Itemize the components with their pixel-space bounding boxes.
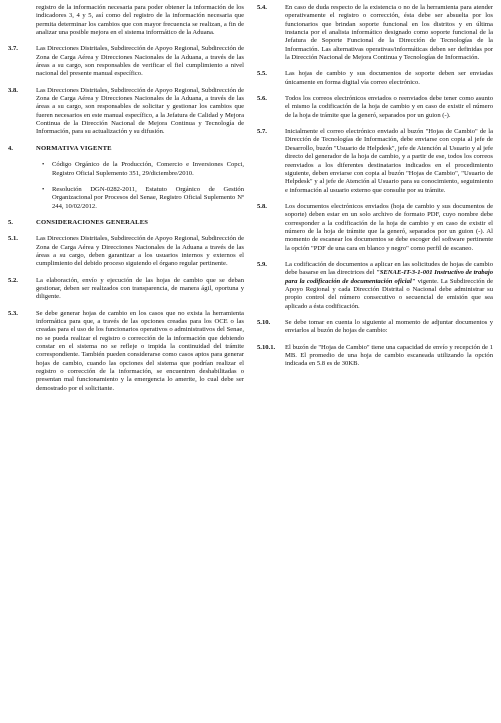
- section-5-10-1: [257, 344, 493, 369]
- section-text: Los documentos electrónicos enviados (hoja de cambio y sus documentos de soporte) deben estar en un solo archivo de formato PDF, cuyo nombre debe corresponder a la codificación de la hoja de cambio y en caso de existir el número de la hoja de trámite que la generó, separados por un guion (-). Al momento de escanear los documentos se debe escoger del software pertinente la opción "PDF de una cara en blanco y negro" como perfil de escaneo.: [285, 202, 493, 252]
- section-5-10: [257, 319, 493, 336]
- section-text: La codificación de documentos a aplicar en las solicitudes de hojas de cambio debe basarse en las directrices del "SENAE-IT-3-1-001 Instructivo de trabajo para la codificación de documentación oficial" vigente. La Subdirección de Apoyo Regional y cada Dirección Distrital o Nacional debe administrar su propio control del número consecutivo o secuencial de emisión que sea aplicado a ésta codificación.: [285, 260, 493, 310]
- section-5-2: [8, 277, 244, 302]
- bullet-icon: •: [42, 185, 45, 193]
- section-number: 5.7.: [257, 128, 267, 136]
- section-heading: NORMATIVA VIGENTE: [36, 144, 112, 152]
- section-number: 5.9.: [257, 260, 267, 268]
- heading-normativa-vigente: [8, 145, 244, 153]
- section-5-5: [257, 70, 493, 87]
- section-5-4: [257, 4, 493, 62]
- heading-consideraciones-generales: [8, 219, 244, 227]
- section-text: Se debe generar hojas de cambio en los casos que no exista la herramienta informática para que, a través de las opciones creadas para los OCE o las creadas para el uso de los funcionarios operativos o administrativos del Senae, no se pueda realizar el registro o corrección de la información que debiendo constar en el sistema no se refleje o impida la continuidad del trámite correspondiente. También pueden considerarse como casos aptos para generar hojas de cambio, cuando las opciones del sistema que podrían realizar el registro o corrección de la información, se encuentren deshabilitadas o presentan mal funcionamiento y la emergencia lo amerite, lo cual debe ser demostrado por el solicitante.: [36, 309, 244, 392]
- section-3-7: [8, 45, 244, 78]
- section-5-9: [257, 261, 493, 311]
- section-5-1: [8, 235, 244, 268]
- right-column: [257, 4, 493, 401]
- section-number: 5.8.: [257, 202, 267, 210]
- section-number: 3.7.: [8, 45, 18, 53]
- section-text: Las hojas de cambio y sus documentos de soporte deben ser enviadas únicamente en forma digital vía correo electrónico.: [285, 70, 493, 86]
- two-column-body: [8, 4, 493, 401]
- section-text: La elaboración, envío y ejecución de las hojas de cambio que se deban gestionar, deben ser realizados con transparencia, de manera ágil, oportuna y diligente.: [36, 276, 244, 301]
- section-5-7: [257, 128, 493, 195]
- section-number: 5.: [8, 218, 13, 226]
- instructivo-reference: "SENAE-IT-3-1-001 Instructivo de trabajo para la codificación de documentación oficial": [285, 269, 493, 285]
- section-text: En caso de duda respecto de la existencia o no de la herramienta para atender operativamente el registro o corrección, ésta debe ser absuelta por los funcionarios que brindan soporte funcional en los distritos y en última instancia por el analista informático designado como soporte funcional de la Jefatura de Soporte Funcional de la Dirección de Tecnologías de la Información. Las alternativas operativas/informáticas deben ser definidas por la Dirección Nacional de Mejora Continua y Tecnologías de Información.: [285, 4, 493, 62]
- bullet-icon: •: [42, 161, 45, 169]
- section-5-8: [257, 203, 493, 253]
- section-number: 5.10.1.: [257, 343, 276, 351]
- section-text: El buzón de "Hojas de Cambio" tiene una capacidad de envío y recepción de 1 MB. El promedio de una hoja de cambio escaneada utilizando la opción indicada en 5.8 es de 30KB.: [285, 343, 493, 368]
- section-text: Inicialmente el correo electrónico enviado al buzón "Hojas de Cambio" de la Dirección de Tecnologías de Información, debe enviarse con copia al jefe de Desarrollo, buzón "Usuario de Helpdesk", jefe de Atención al Usuario y al jefe directo del generador de la hoja de cambio, y a partir de ese, todos los correos reenviados a los diferentes destinatarios indicados en el procedimiento siguiente, deben enviarse con copia al buzón "Hojas de Cambio", "Usuario de Helpdesk" y al jefe de Atención al Usuario para su conocimiento, seguimiento e información al usuario externo que consulte por su trámite.: [285, 128, 493, 194]
- section-text: Todos los correos electrónicos enviados o reenviados debe tener como asunto el mismo la codificación de la hoja de cambio y en caso de existir el número de la hoja de trámite que la generó, separados por un guion (-).: [285, 95, 493, 119]
- section-number: 5.2.: [8, 276, 18, 284]
- section-number: 3.8.: [8, 86, 18, 94]
- section-5-3: [8, 310, 244, 393]
- section-number: 5.10.: [257, 319, 271, 326]
- list-item: • Resolución DGN-0282-2011, Estatuto Orgánico de Gestión Organizacional por Procesos del Senae, Registro Oficial Suplemento Nº 244, 10/02/2012.: [42, 185, 244, 210]
- paragraph-3-6-continuation: registro de la información necesaria para poder obtener la información de los indicadores 3, 4 y 5, así como del registro de la información necesaria que permita determinar los cambios que con mayor frecuencia se realizan, a fin de analizar una posible mejora en el sistema informático de la Aduana.: [36, 4, 244, 37]
- left-column: [8, 4, 244, 401]
- section-heading: CONSIDERACIONES GENERALES: [36, 218, 149, 226]
- regulation-list: [8, 161, 244, 211]
- section-number: 5.3.: [8, 309, 18, 317]
- section-3-8: [8, 87, 244, 137]
- section-number: 5.6.: [257, 95, 267, 103]
- section-text: Las Direcciones Distritales, Subdirección de Apoyo Regional, Subdirección de Zona de Carga Aérea y Direcciones Nacionales de la Aduana a través de las áreas a su cargo, deben garantizar a los usuarios internos y externos el cumplimiento del debido proceso siguiendo el órgano regular pertinente.: [36, 235, 245, 268]
- section-number: 5.5.: [257, 70, 267, 78]
- section-number: 5.4.: [257, 4, 267, 11]
- section-text: Las Direcciones Distritales, Subdirección de Apoyo Regional, Subdirección de Zona de Carga Aérea y Direcciones Nacionales de la Aduana, a través de las áreas a su cargo, son responsables de solicitar y gestionar los cambios que fueren necesarios en este manual específico, a la Jefatura de Calidad y Mejora Continua de la Dirección Nacional de Mejora Continua y Tecnología de Información, para su actualización y su difusión.: [36, 86, 245, 136]
- section-text: Se debe tomar en cuenta lo siguiente al momento de adjuntar documentos y enviarlos al buzón de hojas de cambio:: [285, 319, 493, 335]
- section-5-6: [257, 95, 493, 120]
- section-text: Las Direcciones Distritales, Subdirección de Apoyo Regional, Subdirección de Zona de Carga Aérea y Direcciones Nacionales de la Aduana, a través de las áreas a su cargo, son responsables de verificar el fiel cumplimiento a nivel nacional del presente manual específico.: [36, 45, 245, 78]
- section-number: 4.: [8, 144, 13, 152]
- section-number: 5.1.: [8, 235, 18, 243]
- list-item: • Código Orgánico de la Producción, Comercio e Inversiones Copci, Registro Oficial Suplemento 351, 29/diciembre/2010.: [42, 161, 244, 177]
